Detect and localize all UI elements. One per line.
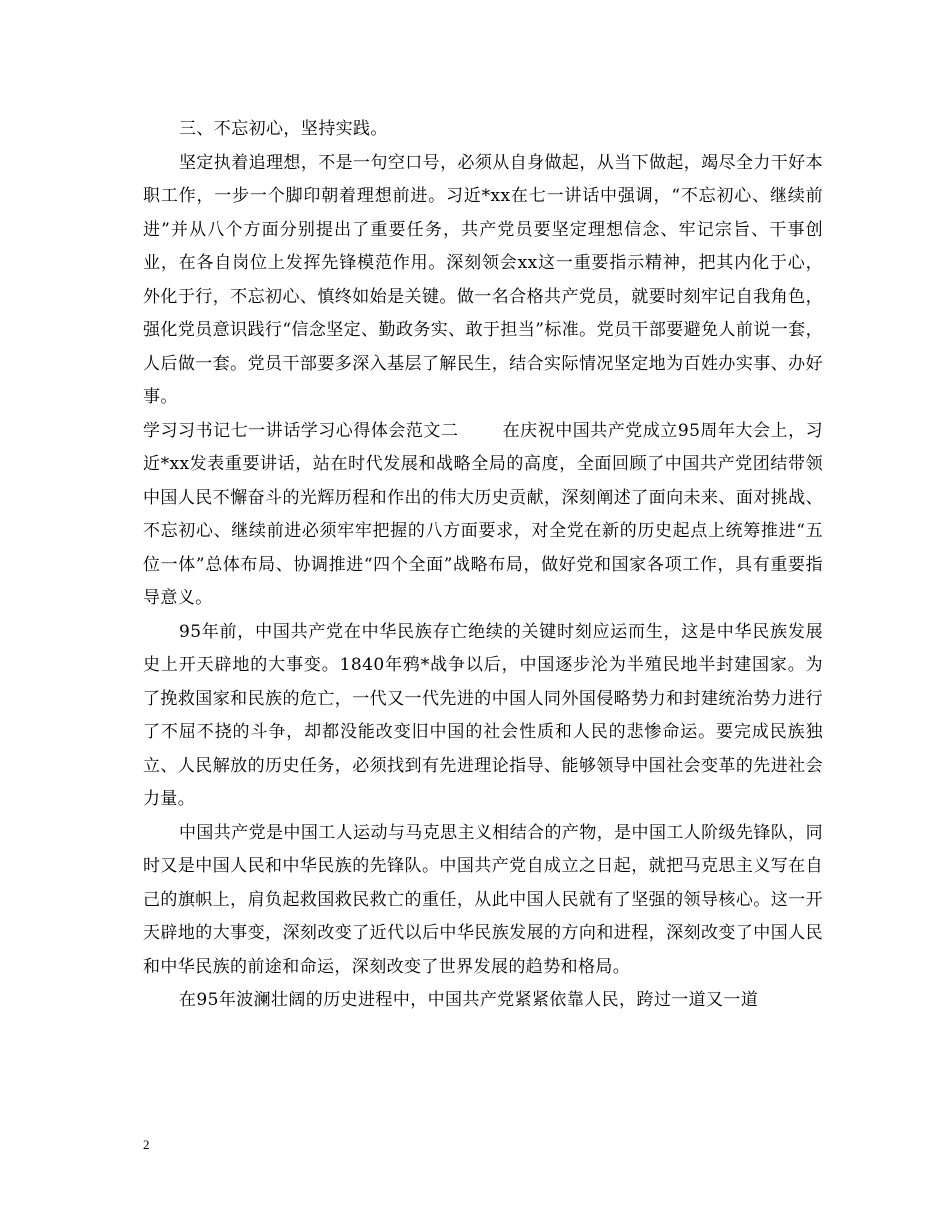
body-paragraph: 95年前，中国共产党在中华民族存亡绝续的关键时刻应运而生，这是中华民族发展史上开天辟地的大事变。1840年鸦*战争以后，中国逐步沦为半殖民地半封建国家。为了挽救国家和民族的危亡，一代又一代先进的中国人同外国侵略势力和封建统治势力进行了不屈不挠的斗争，却都没能改变旧中国的社会性质和人民的悲惨命运。要完成民族独立、人民解放的历史任务，必须找到有先进理论指导、能够领导中国社会变革的先进社会力量。	[143, 621, 823, 809]
section-title-paragraph	[143, 415, 823, 616]
body-paragraph: 在95年波澜壮阔的历史进程中，中国共产党紧紧依靠人民，跨过一道又一道	[179, 990, 759, 1010]
section-first-text: 在庆祝中国共产党成立95周年大会上，习近*xx发表重要讲话，站在时代发展和战略全局的高度，全面回顾了中国共产党团结带领中国人民不懈奋斗的光辉历程和作出的伟大历史贡献，深刻阐述了面向未来、面对挑战、不忘初心、继续前进必须牢牢把握的八方面要求，对全党在新的历史起点上统筹推进“五位一体”总体布局、协调推进“四个全面”战略布局，做好党和国家各项工作，具有重要指导意义。	[143, 420, 823, 608]
body-paragraph: 坚定执着追理想，不是一句空口号，必须从自身做起，从当下做起，竭尽全力干好本职工作，一步一个脚印朝着理想前进。习近*xx在七一讲话中强调，“不忘初心、继续前进”并从八个方面分别提出了重要任务，共产党员要坚定理想信念、牢记宗旨、干事创业，在各自岗位上发挥先锋模范作用。深刻领会xx这一重要指示精神，把其内化于心，外化于行，不忘初心、慎终如始是关键。做一名合格共产党员，就要时刻牢记自我角色，强化党员意识践行“信念坚定、勤政务实、敢于担当”标准。党员干部要避免人前说一套，人后做一套。党员干部要多深入基层了解民生，结合实际情况坚定地为百姓办实事、办好事。	[143, 152, 823, 407]
page-number: 2	[143, 1137, 150, 1152]
section-title: 学习习书记七一讲话学习心得体会范文二	[143, 420, 459, 441]
document-body	[143, 113, 823, 1018]
body-paragraph: 中国共产党是中国工人运动与马克思主义相结合的产物，是中国工人阶级先锋队，同时又是中国人民和中华民族的先锋队。中国共产党自成立之日起，就把马克思主义写在自己的旗帜上，肩负起救国救民救亡的重任，从此中国人民就有了坚强的领导核心。这一开天辟地的大事变，深刻改变了近代以后中华民族发展的方向和进程，深刻改变了中国人民和中华民族的前途和命运，深刻改变了世界发展的趋势和格局。	[143, 822, 823, 977]
section-heading: 三、不忘初心，坚持实践。	[179, 119, 388, 139]
